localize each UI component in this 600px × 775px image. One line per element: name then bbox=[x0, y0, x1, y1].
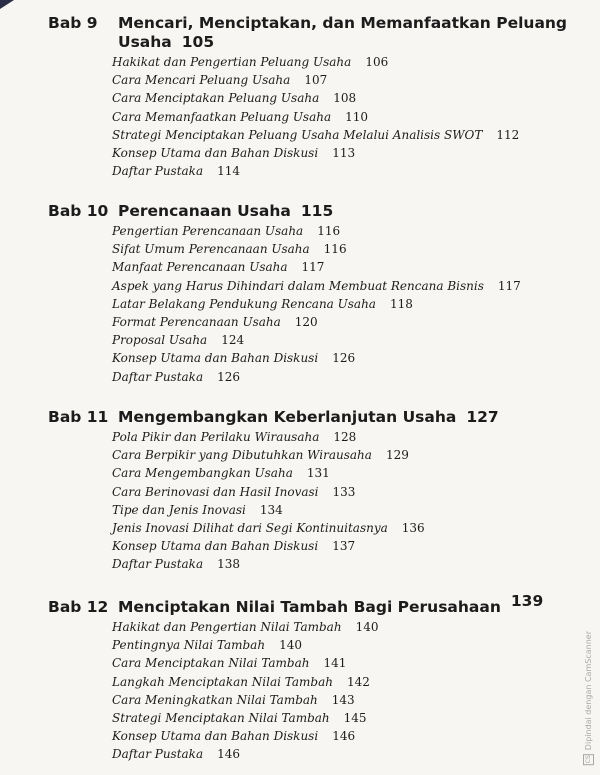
toc-entry[interactable]: Pentingnya Nilai Tambah 140 bbox=[112, 638, 302, 653]
chapter-number: Bab 9 bbox=[48, 14, 98, 32]
chapter-heading bbox=[48, 14, 578, 52]
toc-entry[interactable]: Cara Meningkatkan Nilai Tambah 143 bbox=[112, 692, 355, 707]
chapter-10 bbox=[48, 202, 578, 386]
toc-entry[interactable]: Konsep Utama dan Bahan Diskusi 113 bbox=[112, 146, 356, 161]
chapter-heading bbox=[48, 202, 578, 221]
toc-entry[interactable]: Latar Belakang Pendukung Rencana Usaha 118 bbox=[112, 296, 413, 311]
toc-entry[interactable]: Strategi Menciptakan Nilai Tambah 145 bbox=[112, 711, 367, 726]
toc-entry[interactable]: Cara Mengembangkan Usaha 131 bbox=[112, 466, 330, 481]
chapter-page: 115 bbox=[300, 202, 334, 220]
chapter-number: Bab 10 bbox=[48, 202, 109, 220]
toc-entry[interactable]: Format Perencanaan Usaha 120 bbox=[112, 315, 318, 330]
camscanner-icon: CS bbox=[585, 755, 592, 764]
chapter-number: Bab 12 bbox=[48, 598, 109, 616]
toc-entry[interactable]: Sifat Umum Perencanaan Usaha 116 bbox=[112, 242, 347, 257]
toc-entry[interactable]: Pola Pikir dan Perilaku Wirausaha 128 bbox=[112, 430, 357, 444]
chapter-page: 105 bbox=[181, 33, 215, 51]
toc-entry[interactable]: Konsep Utama dan Bahan Diskusi 126 bbox=[112, 351, 356, 366]
toc-entry[interactable]: Hakikat dan Pengertian Nilai Tambah 140 bbox=[112, 620, 379, 634]
chapter-title: Mengembangkan Keberlanjutan Usaha 127 bbox=[118, 408, 499, 426]
toc-entry[interactable]: Daftar Pustaka 138 bbox=[112, 557, 241, 572]
toc-entry[interactable]: Cara Mencari Peluang Usaha 107 bbox=[112, 73, 328, 88]
toc-entry[interactable]: Jenis Inovasi Dilihat dari Segi Kontinuitasnya 136 bbox=[112, 521, 425, 536]
chapter-heading bbox=[48, 592, 578, 617]
toc-entry[interactable]: Manfaat Perencanaan Usaha 117 bbox=[112, 260, 325, 275]
toc-entry-list bbox=[48, 222, 578, 386]
chapter-title: Perencanaan Usaha 115 bbox=[118, 202, 334, 220]
chapter-title: Menciptakan Nilai Tambah Bagi Perusahaan 139 bbox=[118, 592, 544, 616]
toc-entry[interactable]: Aspek yang Harus Dihindari dalam Membuat Rencana Bisnis 117 bbox=[112, 278, 521, 293]
corner-mark bbox=[0, 0, 14, 9]
toc-entry[interactable]: Tipe dan Jenis Inovasi 134 bbox=[112, 502, 283, 517]
chapter-9 bbox=[48, 14, 578, 180]
toc-entry[interactable]: Cara Menciptakan Nilai Tambah 141 bbox=[112, 656, 347, 671]
toc-entry[interactable]: Daftar Pustaka 146 bbox=[112, 747, 241, 762]
chapter-number: Bab 11 bbox=[48, 408, 109, 426]
toc-entry[interactable]: Konsep Utama dan Bahan Diskusi 137 bbox=[112, 539, 356, 554]
toc-entry[interactable]: Konsep Utama dan Bahan Diskusi 146 bbox=[112, 729, 356, 744]
toc-entry[interactable]: Strategi Menciptakan Peluang Usaha Melalui Analisis SWOT 112 bbox=[112, 127, 520, 142]
toc-entry[interactable]: Proposal Usaha 124 bbox=[112, 333, 245, 348]
toc-entry[interactable]: Pengertian Perencanaan Usaha 116 bbox=[112, 224, 341, 238]
chapter-page: 127 bbox=[466, 408, 499, 426]
toc-entry[interactable]: Langkah Menciptakan Nilai Tambah 142 bbox=[112, 674, 370, 689]
chapter-heading bbox=[48, 408, 578, 427]
toc-entry[interactable]: Cara Memanfaatkan Peluang Usaha 110 bbox=[112, 109, 369, 124]
toc-entry[interactable]: Cara Berpikir yang Dibutuhkan Wirausaha 129 bbox=[112, 448, 409, 463]
toc-entry[interactable]: Daftar Pustaka 114 bbox=[112, 164, 241, 179]
toc-entry-list bbox=[48, 53, 578, 180]
chapter-12 bbox=[48, 592, 578, 764]
toc-entry[interactable]: Daftar Pustaka 126 bbox=[112, 369, 241, 384]
scanner-watermark bbox=[583, 631, 594, 765]
chapter-page: 139 bbox=[510, 592, 544, 610]
toc-entry[interactable]: Cara Menciptakan Peluang Usaha 108 bbox=[112, 91, 357, 106]
toc-entry-list bbox=[48, 618, 578, 764]
chapter-11 bbox=[48, 408, 578, 574]
toc-entry[interactable]: Hakikat dan Pengertian Peluang Usaha 106 bbox=[112, 55, 389, 69]
toc-entry[interactable]: Cara Berinovasi dan Hasil Inovasi 133 bbox=[112, 484, 356, 499]
toc-entry-list bbox=[48, 428, 578, 574]
chapter-title: Mencari, Menciptakan, dan Memanfaatkan Peluang Usaha 105 bbox=[118, 14, 568, 51]
watermark-text: Dipindai dengan CamScanner bbox=[584, 630, 593, 750]
